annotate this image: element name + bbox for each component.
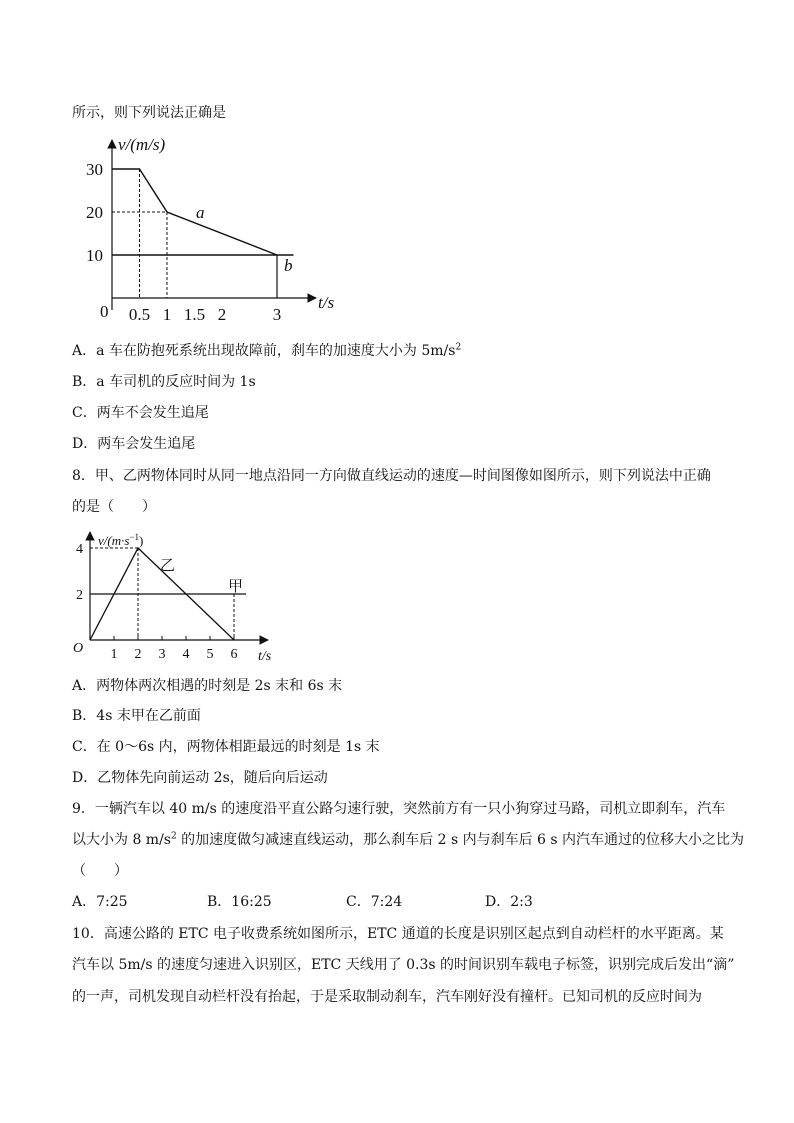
- chart-1-ytick-label: 20: [86, 203, 103, 222]
- q9-option-c: C．7:24: [346, 894, 403, 910]
- chart-1-series-a-label: a: [196, 203, 205, 222]
- chart-2-xtick-label: 1: [110, 647, 118, 662]
- chart-1-xtick-label: 1: [162, 305, 172, 324]
- chart-1-xtick-label: 2: [217, 305, 227, 324]
- q10-stem-1: 10．高速公路的 ETC 电子收费系统如图所示，ETC 通道的长度是识别区起点到自动栏杆的水平距离。某: [72, 926, 724, 942]
- q9-option-d: D．2:3: [485, 894, 533, 910]
- q9-stem-1: 9．一辆汽车以 40 m/s 的速度沿平直公路匀速行驶，突然前方有一只小狗穿过马路，司机立即刹车，汽车: [72, 801, 726, 817]
- chart-2-series-jia-label: 甲: [228, 579, 244, 595]
- intro-text: 所示，则下列说法正确是: [72, 105, 226, 121]
- chart-2-ytick-label: 4: [76, 542, 83, 557]
- q8-option-a: A．两物体两次相遇的时刻是 2s 末和 6s 末: [72, 678, 343, 694]
- chart-1-series-b-label: b: [284, 256, 293, 275]
- q7-option-a: A．a 车在防抱死系统出现故障前，刹车的加速度大小为 $5m/s^2$: [72, 342, 462, 359]
- q9-stem-3: （ ）: [72, 863, 128, 879]
- q8-option-b: B．4s 末甲在乙前面: [72, 708, 201, 724]
- chart-2-xlabel: t/s: [258, 649, 272, 664]
- chart-1-xtick-label: 3: [272, 305, 282, 324]
- chart-1-xtick-label: 1.5: [183, 305, 206, 324]
- chart-1-ytick-label: 10: [86, 246, 103, 265]
- q10-stem-2: 汽车以 5m/s 的速度匀速进入识别区，ETC 天线用了 0.3s 的时间识别车载电子标签，识别完成后发出“滴”: [72, 957, 735, 973]
- q9-option-b: B．16:25: [207, 894, 272, 910]
- chart-2: [70, 528, 290, 668]
- chart-1-ytick-label: 30: [86, 160, 103, 179]
- q10-stem-3: 的一声，司机发现自动栏杆没有抬起，于是采取制动刹车，汽车刚好没有撞杆。已知司机的反应时间为: [72, 989, 702, 1005]
- q8-stem-1: 8．甲、乙两物体同时从同一地点沿同一方向做直线运动的速度—时间图像如图所示，则下列说法中正确: [72, 468, 711, 484]
- chart-1-series-a-line: [112, 169, 277, 255]
- chart-2-xtick-label: 4: [182, 647, 190, 662]
- chart-1-xlabel: t/s: [318, 293, 335, 312]
- q8-option-c: C．在 0～6s 内，两物体相距最远的时刻是 1s 末: [72, 739, 380, 755]
- chart-1-xtick-label: 0.5: [128, 305, 151, 324]
- q8-stem-2: 的是（ ）: [72, 499, 156, 515]
- q7-option-c: C．两车不会发生追尾: [72, 405, 209, 421]
- chart-2-xtick-label: 2: [134, 647, 142, 662]
- chart-1-origin: 0: [100, 302, 109, 321]
- chart-2-series-yi-label: 乙: [160, 558, 176, 574]
- q9-option-a: A．7:25: [72, 894, 128, 910]
- chart-2-ytick-label: 2: [76, 588, 83, 603]
- chart-2-xtick-label: 3: [158, 647, 166, 662]
- chart-2-ylabel: $v/(m\cdot s^{-1})$: [98, 532, 144, 548]
- chart-2-origin: O: [73, 641, 84, 656]
- chart-2-xtick-label: 6: [230, 647, 238, 662]
- q7-option-d: D．两车会发生追尾: [72, 436, 196, 452]
- chart-2-xtick-label: 5: [206, 647, 214, 662]
- q9-stem-2: 以大小为 8 $m/s^2$ 的加速度做匀减速直线运动，那么刹车后 2 s 内与刹车后 6 s 内汽车通过的位移大小之比为: [72, 831, 745, 848]
- q7-option-b: B．a 车司机的反应时间为 1s: [72, 374, 256, 390]
- q8-option-d: D．乙物体先向前运动 2s，随后向后运动: [72, 770, 328, 786]
- chart-1: [80, 130, 360, 330]
- chart-1-ylabel: v/(m/s): [118, 135, 166, 154]
